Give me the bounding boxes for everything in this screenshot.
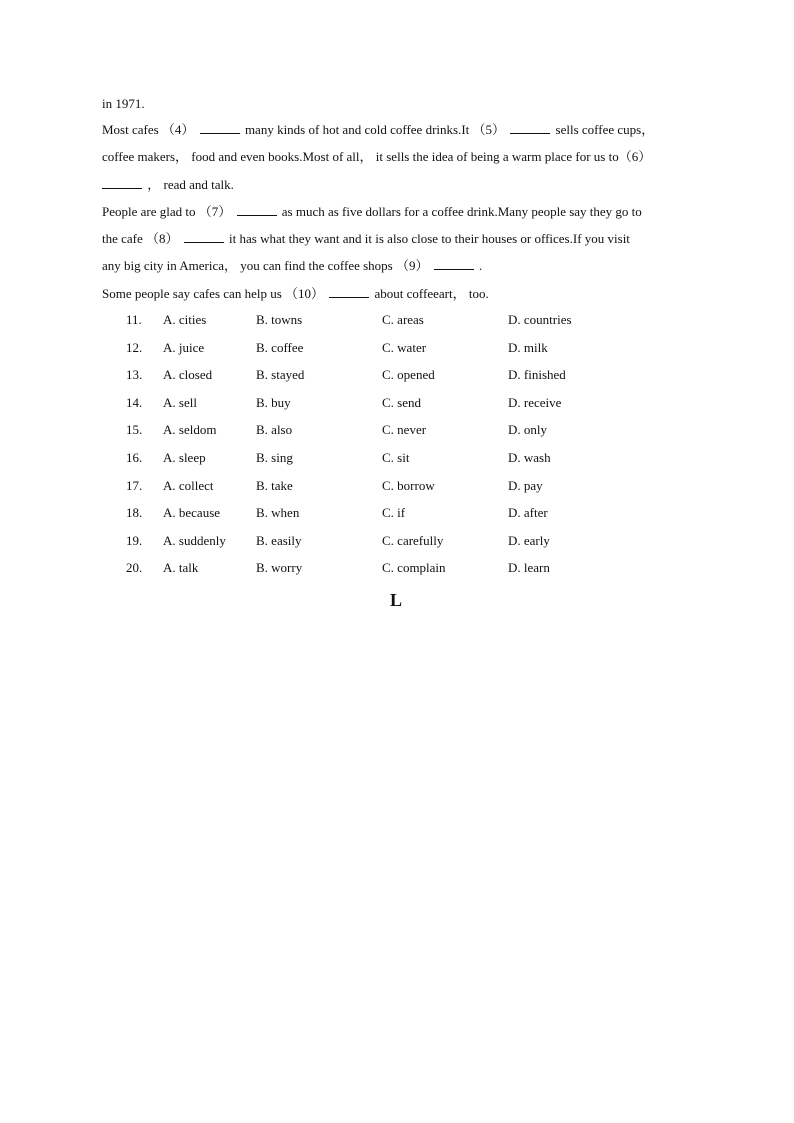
- passage-text: .: [479, 258, 483, 273]
- option-b: B. easily: [256, 533, 302, 548]
- question-row: [0, 340, 794, 358]
- option-b: B. coffee: [256, 340, 304, 355]
- option-a: A. because: [163, 505, 221, 520]
- option-a: A. juice: [163, 340, 205, 355]
- option-c: C. borrow: [382, 478, 435, 493]
- blank-6: [102, 177, 142, 189]
- question-number: 13.: [126, 367, 143, 382]
- question-number: 16.: [126, 450, 143, 465]
- option-d: D. pay: [508, 478, 543, 493]
- passage-text: sells coffee cups，: [555, 122, 655, 137]
- passage-line-7: [102, 258, 482, 274]
- passage-line-6: [102, 231, 630, 247]
- question-row: [0, 560, 794, 578]
- option-c: C. opened: [382, 367, 435, 382]
- option-c: C. if: [382, 505, 406, 520]
- option-c: C. send: [382, 395, 421, 410]
- option-b: B. sing: [256, 450, 293, 465]
- question-number: 15.: [126, 422, 143, 437]
- passage-text: any big city in America， you can find the coffee shops （9）: [102, 258, 429, 273]
- option-b: B. buy: [256, 395, 291, 410]
- option-a: A. suddenly: [163, 533, 226, 548]
- passage-line-5: [102, 204, 642, 220]
- blank-4: [200, 122, 240, 134]
- section-letter: L: [390, 590, 403, 610]
- option-c: C. sit: [382, 450, 410, 465]
- option-d: D. wash: [508, 450, 551, 465]
- question-number: 17.: [126, 478, 143, 493]
- option-b: B. when: [256, 505, 300, 520]
- passage-line-3: [102, 149, 651, 165]
- passage-text: Most cafes （4）: [102, 122, 195, 137]
- passage-text: coffee makers， food and even books.Most of all， it sells the idea of being a warm place for us to（6）: [102, 149, 652, 164]
- option-a: A. seldom: [163, 422, 217, 437]
- question-row: [0, 450, 794, 468]
- question-row: [0, 422, 794, 440]
- option-d: D. countries: [508, 312, 572, 327]
- option-a: A. closed: [163, 367, 213, 382]
- passage-text: it has what they want and it is also close to their houses or offices.If you visit: [229, 231, 630, 246]
- option-d: D. finished: [508, 367, 566, 382]
- option-a: A. cities: [163, 312, 207, 327]
- option-d: D. milk: [508, 340, 548, 355]
- passage-text: the cafe （8）: [102, 231, 179, 246]
- option-d: D. only: [508, 422, 547, 437]
- option-c: C. water: [382, 340, 427, 355]
- option-c: C. carefully: [382, 533, 444, 548]
- option-b: B. towns: [256, 312, 303, 327]
- option-b: B. also: [256, 422, 293, 437]
- option-c: C. areas: [382, 312, 424, 327]
- question-row: [0, 505, 794, 523]
- question-number: 18.: [126, 505, 143, 520]
- question-number: 12.: [126, 340, 143, 355]
- passage-text: ， read and talk.: [147, 177, 234, 192]
- option-a: A. sleep: [163, 450, 206, 465]
- option-a: A. collect: [163, 478, 214, 493]
- question-number: 11.: [126, 312, 142, 327]
- question-row: [0, 312, 794, 330]
- passage-text: about coffeeart， too.: [374, 286, 489, 301]
- blank-8: [184, 231, 224, 243]
- question-row: [0, 533, 794, 551]
- option-b: B. worry: [256, 560, 303, 575]
- passage-text: Some people say cafes can help us （10）: [102, 286, 325, 301]
- passage-text: People are glad to （7）: [102, 204, 232, 219]
- question-row: [0, 478, 794, 496]
- passage-line-1: [102, 96, 145, 112]
- blank-9: [434, 258, 474, 270]
- question-row: [0, 395, 794, 413]
- option-c: C. complain: [382, 560, 446, 575]
- option-a: A. talk: [163, 560, 199, 575]
- blank-7: [237, 204, 277, 216]
- option-b: B. stayed: [256, 367, 305, 382]
- option-c: C. never: [382, 422, 427, 437]
- blank-10: [329, 286, 369, 298]
- option-d: D. receive: [508, 395, 562, 410]
- blank-5: [510, 122, 550, 134]
- passage-line-4: [102, 177, 234, 193]
- option-d: D. learn: [508, 560, 550, 575]
- question-number: 20.: [126, 560, 143, 575]
- option-b: B. take: [256, 478, 293, 493]
- question-number: 14.: [126, 395, 143, 410]
- passage-text: in 1971.: [102, 96, 145, 111]
- passage-text: as much as five dollars for a coffee drink.Many people say they go to: [281, 204, 642, 219]
- passage-text: many kinds of hot and cold coffee drinks.It （5）: [244, 122, 506, 137]
- passage-line-2: [102, 122, 654, 138]
- option-a: A. sell: [163, 395, 197, 410]
- question-number: 19.: [126, 533, 143, 548]
- question-row: [0, 367, 794, 385]
- option-d: D. after: [508, 505, 548, 520]
- option-d: D. early: [508, 533, 550, 548]
- passage-line-8: [102, 286, 489, 302]
